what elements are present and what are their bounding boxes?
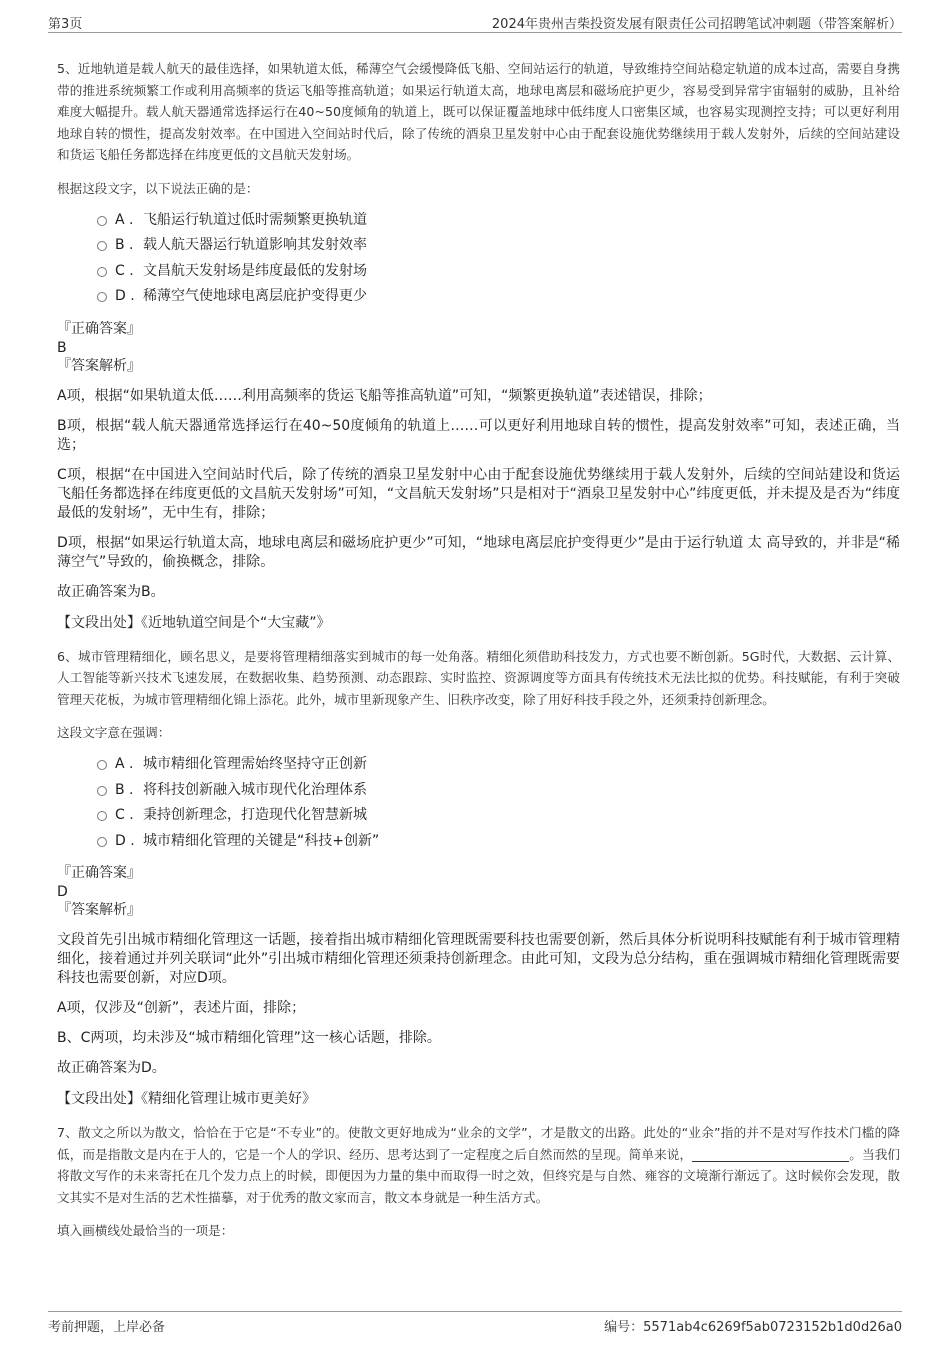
page-footer [48, 1311, 902, 1336]
passage-source: 【文段出处】《精细化管理让城市更美好》 [57, 1091, 316, 1107]
analysis-paragraph: B、C两项，均未涉及“城市精细化管理”这一核心话题，排除。 [57, 1030, 441, 1046]
question-6 [57, 646, 900, 1110]
option-list [57, 752, 900, 854]
radio-circle-icon[interactable] [97, 811, 107, 821]
document-content [57, 58, 900, 1239]
question-text: 7、散文之所以为散文，恰恰在于它是“不专业”的。使散文更好地成为“业余的文学”，才是散文的出路。此处的“业余”指的并不是对写作技术门槛的降低，而是指散文是内在于人的，它是一个人的学识、经历、思考达到了一定程度之后自然而然的呈现。简单来说， 。当我们将散文写作的未来寄托在几个发力点上的时候，即便因为力量的集中而取得一时之效，但终究是与自然、雍容的文境渐行渐远了。这时候你会发现，散文其实不是对生活的艺术性描摹，对于优秀的散文家而言，散文本身就是一种生活方式。 [57, 1125, 901, 1205]
question-text: 6、城市管理精细化，顾名思义，是要将管理精细落实到城市的每一处角落。精细化须借助科技发力，方式也要不断创新。5G时代，大数据、云计算、人工智能等新兴技术飞速发展，在数据收集、趋势预测、动态跟踪、实时监控、资源调度等方面具有传统技术无法比拟的优势。科技赋能，有利于突破管理天花板，为城市管理精细化锦上添花。此外，城市里新现象产生、旧秩序改变，除了用好科技手段之外，还须秉持创新理念。 [57, 648, 900, 707]
analysis-paragraph: B项，根据“载人航天器通常选择运行在40~50度倾角的轨道上……可以更好利用地球自转的惯性，提高发射效率”可知，表述正确，当选； [57, 417, 900, 453]
radio-circle-icon[interactable] [97, 267, 107, 277]
passage-source: 【文段出处】《近地轨道空间是个“大宝藏”》 [57, 614, 331, 631]
analysis-paragraph: A项，仅涉及“创新”，表述片面，排除； [57, 1000, 306, 1016]
question-prompt: 填入画横线处最恰当的一项是： [57, 1223, 234, 1238]
analysis-paragraph: A项，根据“如果轨道太低……利用高频率的货运飞船等推高轨道”可知，“频繁更换轨道”表述错误，排除； [57, 387, 712, 404]
option-d[interactable]: D . 稀薄空气使地球电离层庇护变得更少 [57, 284, 900, 310]
analysis-paragraph: D项，根据“如果运行轨道太高，地球电离层和磁场庇护更少”可知，“地球电离层庇护变得更少”是由于运行轨道 太 高导致的，并非是“稀薄空气”导致的，偷换概念，排除。 [57, 534, 900, 570]
option-list [57, 208, 900, 310]
option-c[interactable]: C . 文昌航天发射场是纬度最低的发射场 [57, 259, 900, 285]
option-d[interactable]: D . 城市精细化管理的关键是“科技+创新” [57, 829, 900, 855]
page-header [48, 10, 902, 33]
option-a[interactable]: A . 城市精细化管理需始终坚持守正创新 [57, 752, 900, 778]
option-c[interactable]: C . 秉持创新理念，打造现代化智慧新城 [57, 803, 900, 829]
document-title: 2024年贵州吉柴投资发展有限责任公司招聘笔试冲刺题（带答案解析） [491, 17, 902, 32]
question-7 [57, 1122, 900, 1239]
radio-circle-icon[interactable] [97, 786, 107, 796]
analysis-paragraph: 文段首先引出城市精细化管理这一话题，接着指出城市精细化管理既需要科技也需要创新，然后具体分析说明科技赋能有利于城市管理精细化，接着通过并列关联词“此外”引出城市精细化管理还须秉持创新理念。由此可知，文段为总分结构，重在强调城市精细化管理既需要科技也需要创新，对应D项。 [57, 932, 900, 986]
option-b[interactable]: B . 载人航天器运行轨道影响其发射效率 [57, 233, 900, 259]
radio-circle-icon[interactable] [97, 837, 107, 847]
question-prompt: 根据这段文字，以下说法正确的是： [57, 180, 259, 196]
analysis-conclusion: 故正确答案为D。 [57, 1060, 166, 1076]
radio-circle-icon[interactable] [97, 760, 107, 770]
analysis-conclusion: 故正确答案为B。 [57, 583, 165, 600]
correct-answer: B [57, 339, 67, 356]
footer-slogan: 考前押题，上岸必备 [48, 1320, 166, 1335]
analysis-paragraph: C项，根据“在中国进入空间站时代后，除了传统的酒泉卫星发射中心由于配套设施优势继续用于载人发射外，后续的空间站建设和货运飞船任务都选择在纬度更低的文昌航天发射场”可知，“文昌航天发射场”只是相对于“酒泉卫星发射中心”纬度更低，并未提及是否为“纬度最低的发射场”，无中生有，排除； [57, 466, 900, 521]
radio-circle-icon[interactable] [97, 292, 107, 302]
page-number: 第3页 [48, 17, 83, 32]
question-prompt: 这段文字意在强调： [57, 725, 171, 740]
correct-answer-label: 『正确答案』 [57, 320, 141, 337]
correct-answer: D [57, 884, 68, 900]
analysis-label: 『答案解析』 [57, 902, 141, 918]
analysis-label: 『答案解析』 [57, 357, 141, 374]
radio-circle-icon[interactable] [97, 241, 107, 251]
correct-answer-label: 『正确答案』 [57, 865, 141, 881]
radio-circle-icon[interactable] [97, 216, 107, 226]
question-text: 5、近地轨道是载人航天的最佳选择，如果轨道太低，稀薄空气会缓慢降低飞船、空间站运行的轨道，导致维持空间站稳定轨道的成本过高，需要自身携带的推进系统频繁工作或利用高频率的货运飞船等推高轨道；如果运行轨道太高，地球电离层和磁场庇护更少，容易受到异常宇宙辐射的威胁，且补给难度大幅提升。载人航天器通常选择运行在40~50度倾角的轨道上，既可以保证覆盖地球中低纬度人口密集区域，也容易实现测控支持；可以更好利用地球自转的惯性，提高发射效率。在中国进入空间站时代后，除了传统的酒泉卫星发射中心由于配套设施优势继续用于载人发射外，后续的空间站建设和货运飞船任务都选择在纬度更低的文昌航天发射场。 [57, 61, 900, 162]
question-5 [57, 58, 900, 633]
option-b[interactable]: B . 将科技创新融入城市现代化治理体系 [57, 778, 900, 804]
option-a[interactable]: A . 飞船运行轨道过低时需频繁更换轨道 [57, 208, 900, 234]
fill-in-blank [692, 1147, 849, 1162]
document-id: 编号：5571ab4c6269f5ab0723152b1d0d26a0 [604, 1320, 902, 1335]
